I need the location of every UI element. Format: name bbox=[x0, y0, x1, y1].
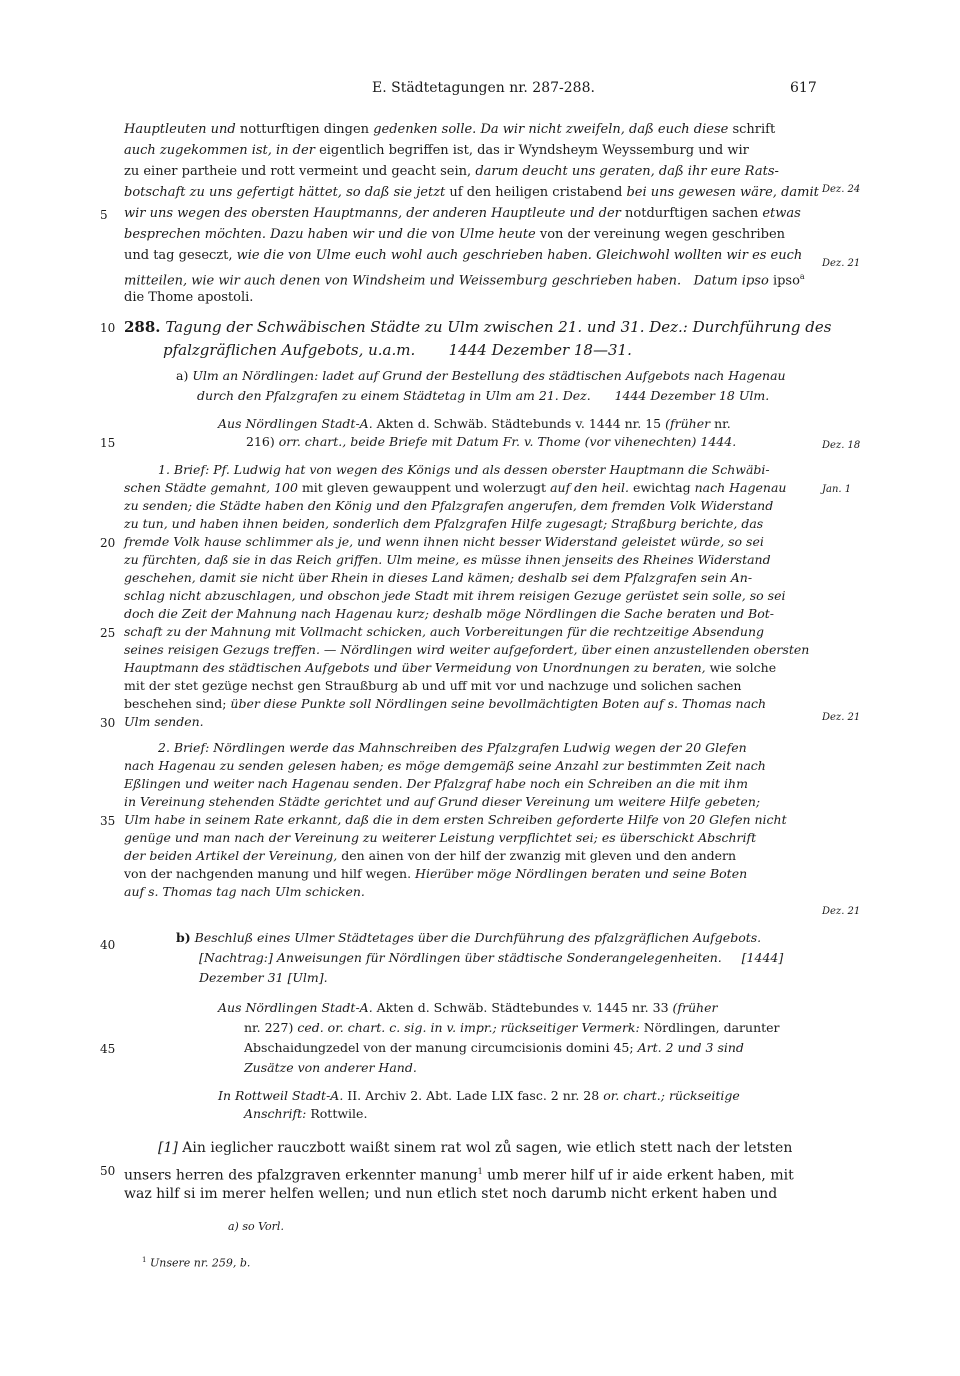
section-b-heading-line3: Dezember 31 [Ulm]. bbox=[199, 970, 328, 985]
text-line: fremde Volk hause schlimmer als je, und wenn ihnen nicht besser Widerstand geleistet würde, so sei bbox=[124, 534, 764, 549]
text-line: die Thome apostoli. bbox=[124, 290, 254, 305]
line-number: 25 bbox=[100, 626, 116, 640]
section-a-heading: a) Ulm an Nördlingen: ladet auf Grund der Bestellung des städtischen Aufgebots nach Hagenau bbox=[176, 368, 786, 383]
text-line: Ulm senden. bbox=[124, 714, 204, 729]
source-note: Aus Nördlingen Stadt-A. Akten d. Schwäb. Städtebunds v. 1444 nr. 15 (früher nr. bbox=[218, 416, 731, 431]
critical-apparatus: a) so Vorl. bbox=[228, 1220, 284, 1233]
text-line: doch die Zeit der Mahnung nach Hagenau kurz; deshalb möge Nördlingen die Sache beraten und Bot- bbox=[124, 606, 775, 621]
text-line: seines reisigen Gezugs treffen. — Nördlingen wird weiter aufgefordert, über einen anzustellenden obersten bbox=[124, 642, 810, 657]
margin-note: Dez. 21 bbox=[822, 906, 861, 917]
text-line: 2. Brief: Nördlingen werde das Mahnschreiben des Pfalzgrafen Ludwig wegen der 20 Glefen bbox=[158, 740, 747, 755]
text-line: schaft zu der Mahnung mit Vollmacht schicken, auch Vorbereitungen für die rechtzeitige Absendung bbox=[124, 624, 765, 639]
text-line: Ulm habe in seinem Rate erkannt, daß die in dem ersten Schreiben geforderte Hilfe von 20 Glefen nicht bbox=[124, 812, 787, 827]
margin-note: Dez. 21 bbox=[822, 712, 861, 723]
text-line: zu tun, und haben ihnen beiden, sonderlich dem Pfalzgrafen Hilfe zugesagt; Straßburg berichte, das bbox=[124, 516, 764, 531]
line-number: 40 bbox=[100, 938, 116, 952]
source-note: Abschaidungzedel von der manung circumcisionis domini 45; Art. 2 und 3 sind bbox=[244, 1040, 744, 1055]
text-line: von der nachgenden manung und hilf wegen. Hierüber möge Nördlingen beraten und seine Boten bbox=[124, 866, 748, 881]
text-line: genüge und man nach der Vereinung zu weiterer Leistung verpflichtet sei; es überschickt Abschrift bbox=[124, 830, 757, 845]
text-line: nach Hagenau zu senden gelesen haben; es möge demgemäß seine Anzahl zur bestimmten Zeit nach bbox=[124, 758, 766, 773]
line-number: 50 bbox=[100, 1164, 116, 1178]
page-number: 617 bbox=[790, 80, 817, 96]
running-header: E. Städtetagungen nr. 287-288. bbox=[372, 80, 595, 96]
text-line: beschehen sind; über diese Punkte soll Nördlingen seine bevollmächtigten Boten auf s. Thomas nach bbox=[124, 696, 767, 711]
text-line: der beiden Artikel der Vereinung, den ainen von der hilf der zwanzig mit gleven und den andern bbox=[124, 848, 737, 863]
footnote-ref: 1 bbox=[477, 1167, 483, 1176]
line-number: 10 bbox=[100, 321, 116, 335]
text-line: wir uns wegen des obersten Hauptmanns, der anderen Hauptleute und der notdurftigen sachen etwas bbox=[124, 206, 801, 221]
section-b-heading: b) Beschluß eines Ulmer Städtetages über die Durchführung des pfalzgräflichen Aufgebots. bbox=[176, 930, 762, 945]
source-note: 216) orr. chart., beide Briefe mit Datum Fr. v. Thome (vor vihenechten) 1444. bbox=[246, 434, 737, 449]
margin-note: Dez. 21 bbox=[822, 258, 861, 269]
text-line: in Vereinung stehenden Städte gerichtet und auf Grund dieser Vereinung um weitere Hilfe gebeten; bbox=[124, 794, 761, 809]
text-line: und tag geseczt, wie die von Ulme euch wohl auch geschrieben haben. Gleichwohl wollten wir es euch bbox=[124, 248, 803, 263]
source-note: Zusätze von anderer Hand. bbox=[244, 1060, 417, 1075]
text-line: schen Städte gemahnt, 100 mit gleven gewauppent und wolerzugt auf den heil. ewichtag nach Hagenau bbox=[124, 480, 787, 495]
text-line: botschaft zu uns gefertigt hättet, so daß sie jetzt uf den heiligen cristabend bei uns gewesen wäre, damit bbox=[124, 185, 819, 200]
text-line: Hauptmann des städtischen Aufgebots und über Vermeidung von Unordnungen zu beraten, wie solche bbox=[124, 660, 777, 675]
text-line: Hauptleuten und notturftigen dingen gedenken solle. Da wir nicht zweifeln, daß euch diese schrift bbox=[124, 122, 776, 137]
text-line: Eßlingen und weiter nach Hagenau senden. Der Pfalzgraf habe noch ein Schreiben an die mit ihm bbox=[124, 776, 748, 791]
text-line: mitteilen, wie wir auch denen von Windsheim und Weissemburg geschrieben haben. Datum ipso ipso$^a$ bbox=[124, 272, 805, 289]
text-line: 1. Brief: Pf. Ludwig hat von wegen des Königs und als dessen oberster Hauptmann die Schwäbi- bbox=[158, 462, 770, 477]
entry-title: 288. Tagung der Schwäbischen Städte zu Ulm zwischen 21. und 31. Dez.: Durchführung des bbox=[124, 318, 832, 336]
text-line: geschehen, damit sie nicht über Rhein in dieses Land kämen; deshalb sei dem Pfalzgrafen sein An- bbox=[124, 570, 753, 585]
line-number: 20 bbox=[100, 536, 116, 550]
line-number: 5 bbox=[100, 208, 108, 222]
source-note: Aus Nördlingen Stadt-A. Akten d. Schwäb. Städtebundes v. 1445 nr. 33 (früher bbox=[218, 1000, 718, 1015]
text-line: zu senden; die Städte haben den König und den Pfalzgrafen angerufen, dem fremden Volk Widerstand bbox=[124, 498, 774, 513]
source-note: Anschrift: Rottwile. bbox=[244, 1106, 368, 1121]
entry-title-line2: pfalzgräflichen Aufgebots, u.a.m. 1444 Dezember 18—31. bbox=[163, 341, 632, 359]
text-line: besprechen möchten. Dazu haben wir und die von Ulme heute von der vereinung wegen geschriben bbox=[124, 227, 786, 242]
line-number: 15 bbox=[100, 436, 116, 450]
margin-note: Dez. 24 bbox=[822, 184, 861, 195]
line-number: 45 bbox=[100, 1042, 116, 1056]
text-line: waz hilf si im merer helfen wellen; und nun etlich stet noch darumb nicht erkent haben und bbox=[124, 1186, 778, 1202]
text-line: [1] Ain ieglicher rauczbott waißt sinem rat wol zů sagen, wie etlich stett nach der letsten bbox=[158, 1140, 793, 1156]
line-number: 30 bbox=[100, 716, 116, 730]
text-line: auf s. Thomas tag nach Ulm schicken. bbox=[124, 884, 365, 899]
text-line: auch zugekommen ist, in der eigentlich begriffen ist, das ir Wyndsheym Weyssemburg und wir bbox=[124, 143, 749, 158]
footnote: $^1$ Unsere nr. 259, b. bbox=[142, 1256, 251, 1270]
text-line: schlag nicht abzuschlagen, und obschon jede Stadt mit ihrem reisigen Gezuge gerüstet sein solle, so sei bbox=[124, 588, 786, 603]
text-line: unsers herren des pfalzgraven erkennter manung$^1$ umb merer hilf uf ir aide erkent haben, mit bbox=[124, 1167, 794, 1184]
text-line: zu fürchten, daß sie in das Reich griffen. Ulm meine, es müsse ihnen jenseits des Rheines Widerstand bbox=[124, 552, 771, 567]
line-number: 35 bbox=[100, 814, 116, 828]
section-a-heading-line2: durch den Pfalzgrafen zu einem Städtetag in Ulm am 21. Dez. 1444 Dezember 18 Ulm. bbox=[197, 388, 770, 403]
margin-note: Jan. 1 bbox=[822, 484, 852, 495]
text-line: mit der stet gezüge nechst gen Straußburg ab und uff mit vor und nachzuge und solichen sachen bbox=[124, 678, 742, 693]
section-b-heading-line2: [Nachtrag:] Anweisungen für Nördlingen über städtische Sonderangelegenheiten. [1444] bbox=[199, 950, 784, 965]
margin-note: Dez. 18 bbox=[822, 440, 861, 451]
text-line: zu einer partheie und rott vermeint und geacht sein, darum deucht uns geraten, daß ihr eure Rats- bbox=[124, 164, 779, 179]
source-note: nr. 227) ced. or. chart. c. sig. in v. impr.; rückseitiger Vermerk: Nördlingen, darunter bbox=[244, 1020, 780, 1035]
source-note: In Rottweil Stadt-A. II. Archiv 2. Abt. Lade LIX fasc. 2 nr. 28 or. chart.; rückseitige bbox=[218, 1088, 740, 1103]
